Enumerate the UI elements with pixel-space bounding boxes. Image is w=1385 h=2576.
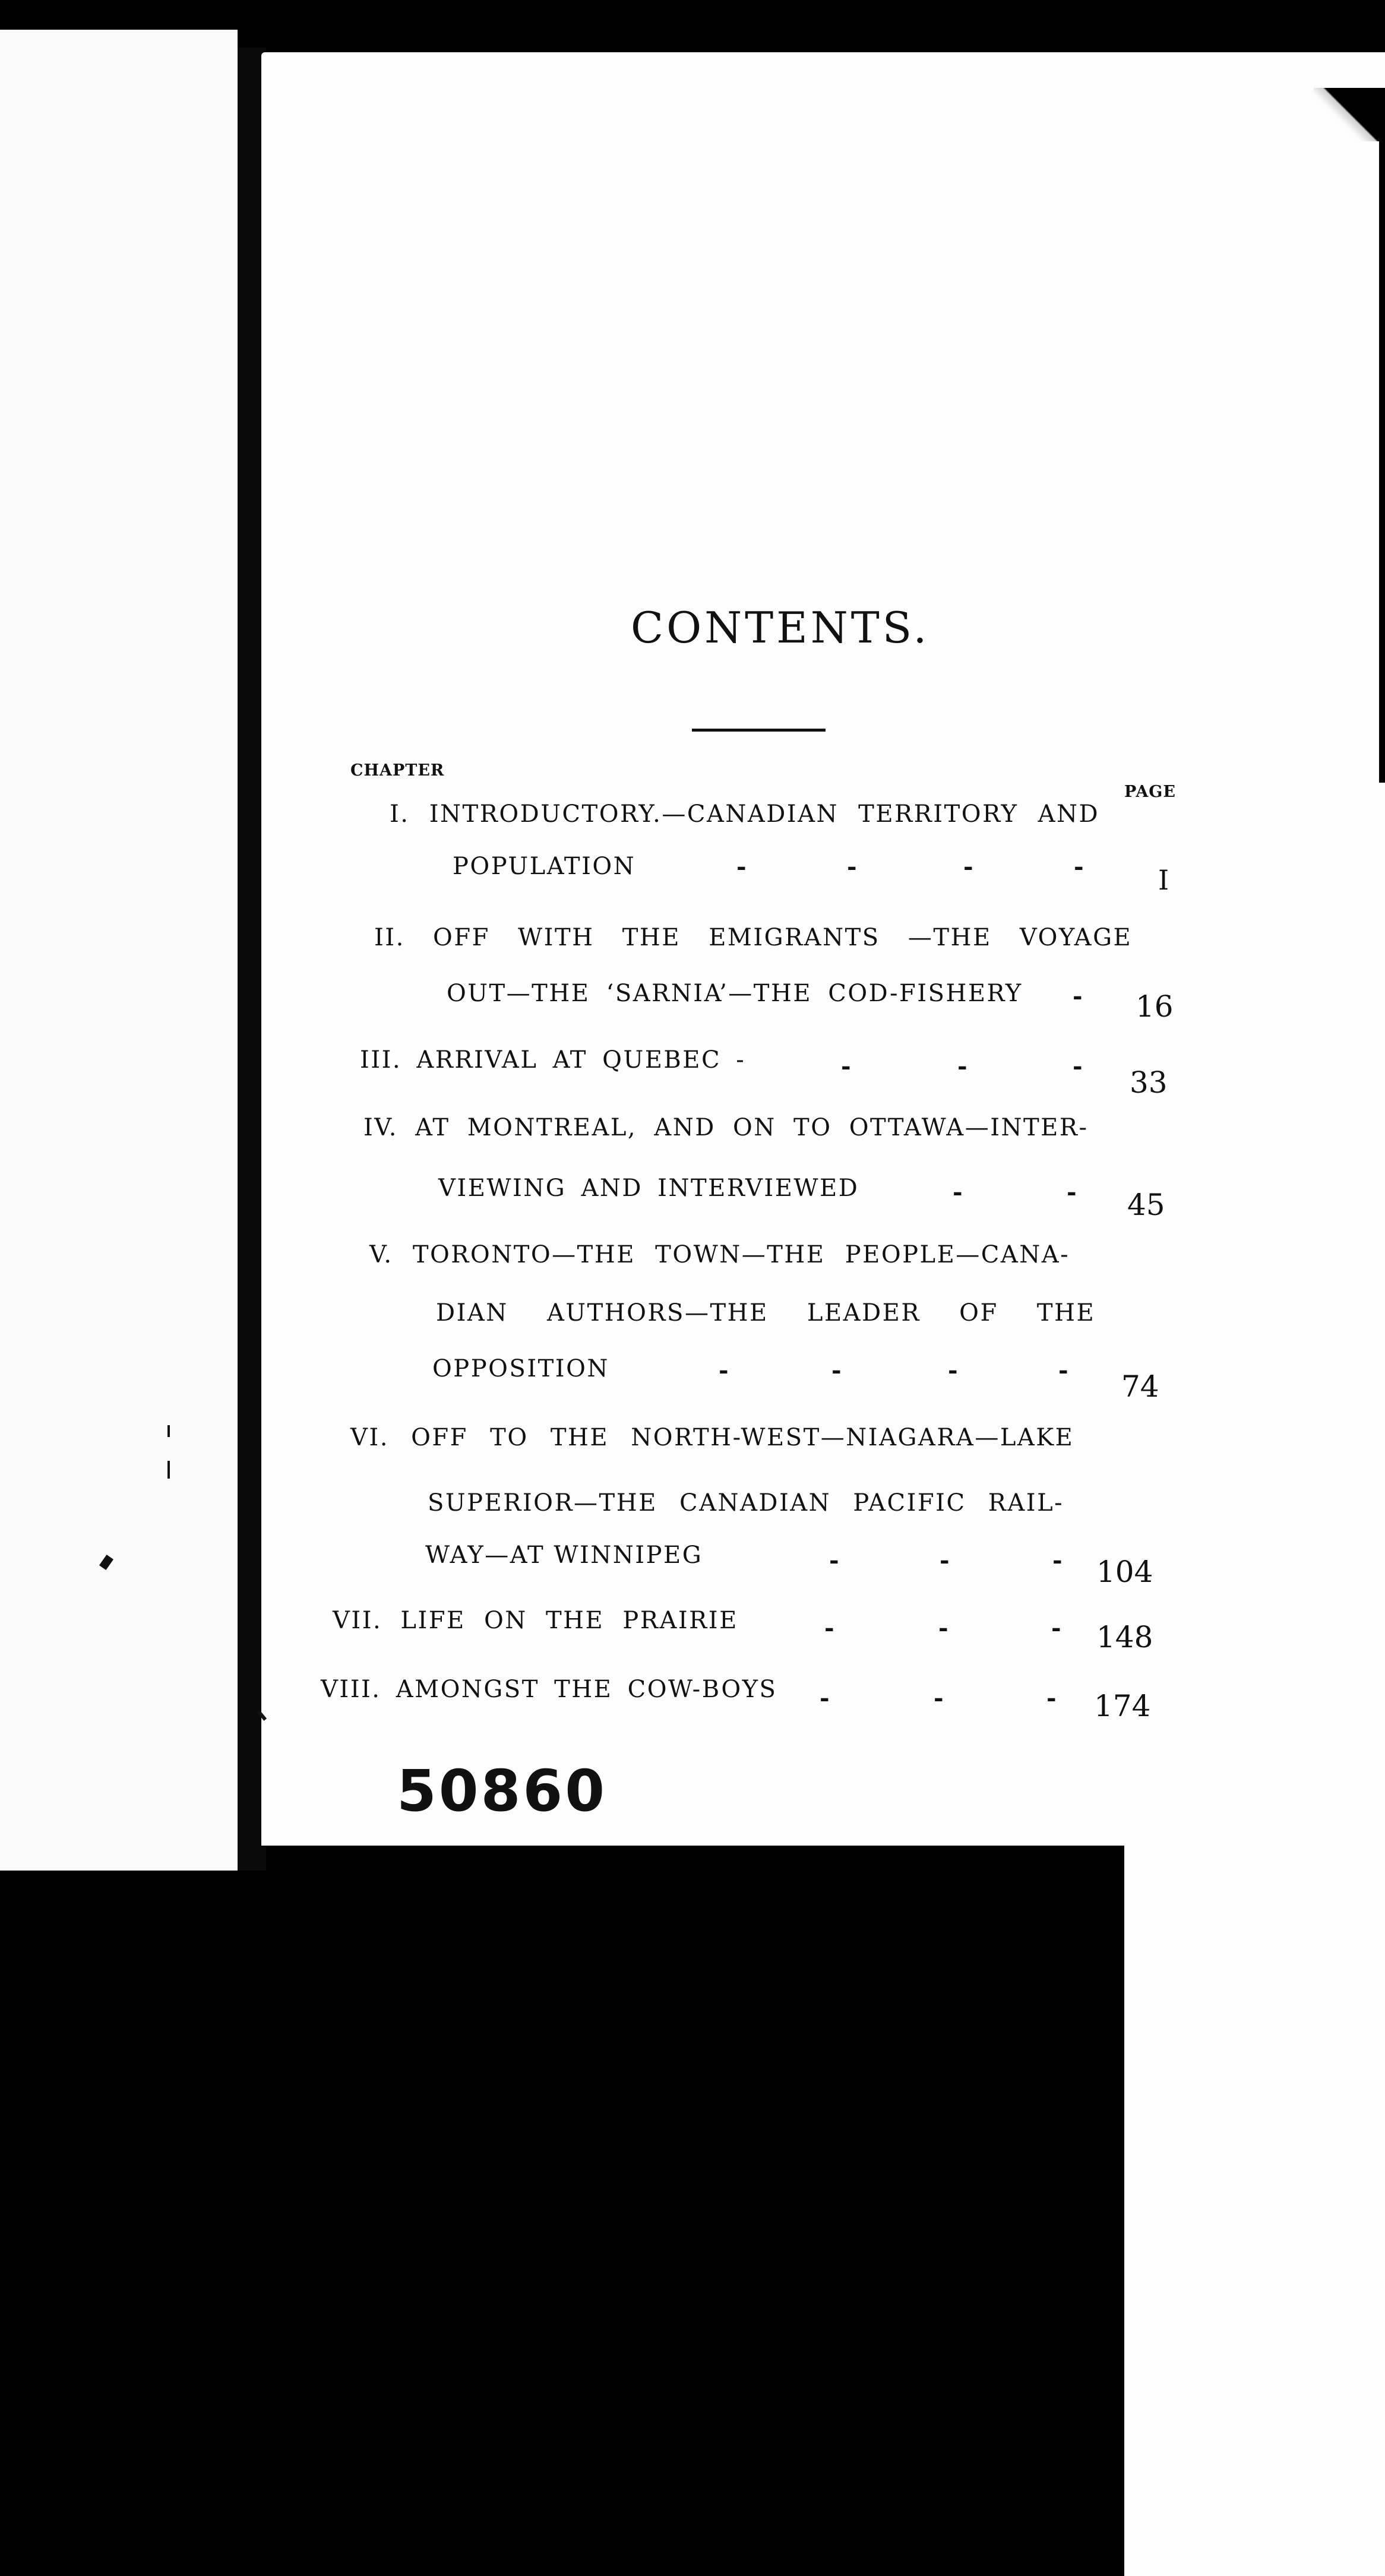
toc-entry-4-line-2: VIEWING AND INTERVIEWED [438,1175,859,1202]
scan-speck [167,1461,170,1479]
library-stamp-number: 50860 [397,1758,607,1824]
toc-entry-8-line-1: VIII. AMONGST THE COW-BOYS [321,1676,777,1703]
toc-entry-7-page: 148 [1096,1620,1153,1654]
page-corner [1314,88,1385,141]
chapter-column-label: CHAPTER [350,761,445,780]
scan-speck [167,1425,170,1437]
toc-entry-3-page: 33 [1130,1065,1168,1100]
toc-entry-2-line-1: II. OFF WITH THE EMIGRANTS —THE VOYAGE [374,924,1133,951]
title-rule [692,729,826,732]
page-title: CONTENTS. [631,603,930,653]
toc-entry-8-page: 174 [1094,1689,1151,1723]
toc-entry-7-line-1: VII. LIFE ON THE PRAIRIE [333,1607,738,1634]
toc-entry-6-line-1: VI. OFF TO THE NORTH-WEST—NIAGARA—LAKE [350,1424,1074,1451]
toc-entry-6-line-3: WAY—AT WINNIPEG [425,1542,703,1569]
page-column-label: PAGE [1124,783,1385,2576]
toc-entry-2-page: 16 [1136,989,1174,1024]
facing-page [0,30,238,1888]
toc-entry-4-line-1: IV. AT MONTREAL, AND ON TO OTTAWA—INTER- [363,1114,1089,1141]
toc-entry-1-line-1: I. INTRODUCTORY.—CANADIAN TERRITORY AND [390,800,1100,828]
toc-entry-5-line-3: OPPOSITION [432,1355,609,1382]
toc-entry-2-line-2: OUT—THE ‘SARNIA’—THE COD-FISHERY [447,980,1023,1007]
toc-entry-1-page: I [1158,864,1169,896]
toc-entry-6-line-2: SUPERIOR—THE CANADIAN PACIFIC RAIL- [428,1489,1064,1517]
toc-entry-4-page: 45 [1127,1188,1165,1222]
toc-entry-5-line-2: DIAN AUTHORS—THE LEADER OF THE [436,1299,1096,1327]
toc-entry-5-line-1: V. TORONTO—THE TOWN—THE PEOPLE—CANA- [369,1241,1070,1268]
toc-entry-1-line-2: POPULATION [453,853,636,880]
toc-entry-3-line-1: III. ARRIVAL AT QUEBEC - [360,1046,746,1074]
toc-entry-6-page: 104 [1096,1555,1153,1589]
toc-entry-5-page: 74 [1121,1369,1159,1404]
